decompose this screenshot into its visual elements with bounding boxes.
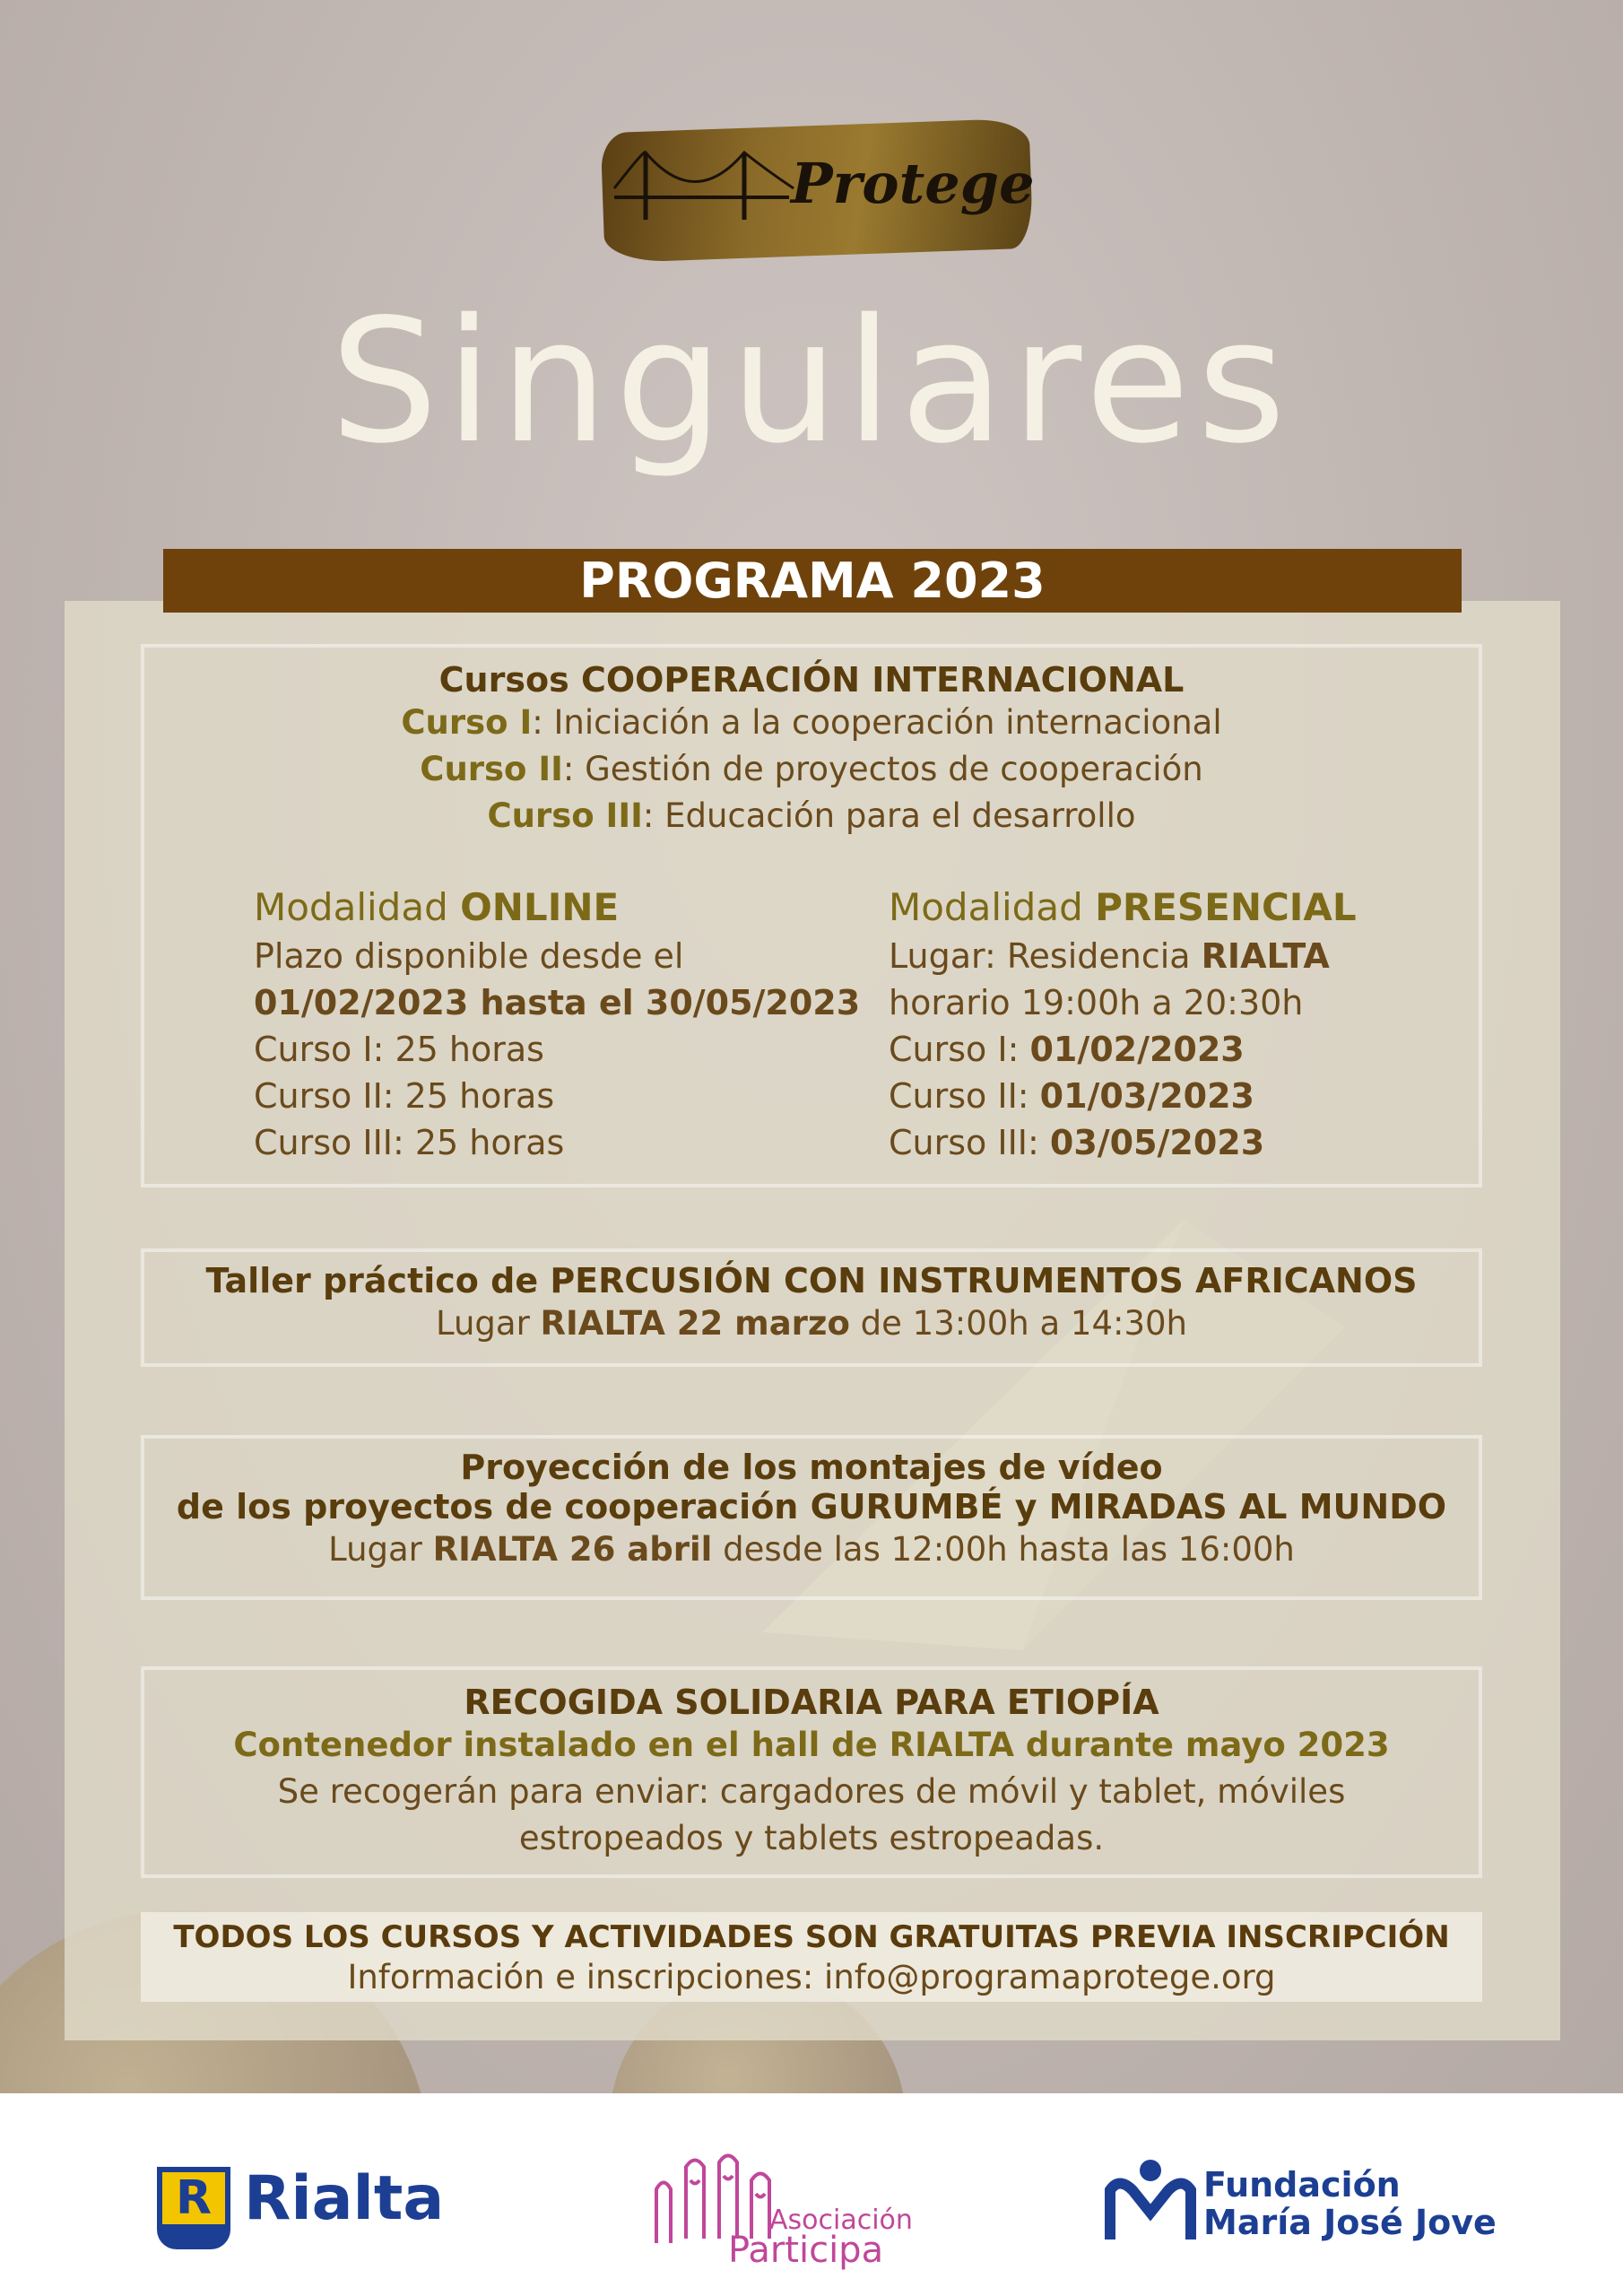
rialta-logo <box>157 2167 230 2248</box>
bridge-icon <box>610 135 807 233</box>
curso-2-line: Curso II: Gestión de proyectos de cooperación <box>420 750 1203 788</box>
participa-name-1: Asociación <box>769 2205 913 2236</box>
recogida-text: Se recogerán para enviar: cargadores de móvil y tablet, móviles <box>277 1772 1346 1811</box>
taller-section <box>141 1248 1482 1367</box>
cooperacion-heading: Cursos COOPERACIÓN INTERNACIONAL <box>438 660 1185 700</box>
curso-3-line: Curso III: Educación para el desarrollo <box>487 796 1136 835</box>
presencial-column <box>889 883 1357 1166</box>
recogida-sub: Contenedor instalado en el hall de RIALTA durante mayo 2023 <box>233 1726 1390 1764</box>
gratuitas-info: Información e inscripciones: info@programaprotege.org <box>347 1958 1276 1996</box>
fundacion-mj-icon <box>1101 2154 1200 2244</box>
cooperacion-section <box>141 644 1482 1187</box>
online-plazo: Plazo disponible desde el <box>254 936 684 976</box>
online-item: Curso I: 25 horas <box>254 1030 544 1069</box>
rialta-name: Rialta <box>244 2163 445 2234</box>
taller-heading: Taller práctico de PERCUSIÓN CON INSTRUMENTOS AFRICANOS <box>205 1261 1418 1300</box>
online-heading: Modalidad ONLINE <box>254 885 620 929</box>
online-column <box>254 883 860 1166</box>
proyeccion-lugar: Lugar RIALTA 26 abril desde las 12:00h hasta las 16:00h <box>328 1530 1295 1569</box>
proyeccion-heading-1: Proyección de los montajes de vídeo <box>460 1448 1163 1487</box>
logo-protege: Protege <box>791 151 1035 216</box>
presencial-item: Curso III: 03/05/2023 <box>889 1123 1265 1162</box>
recogida-section <box>141 1666 1482 1878</box>
online-item: Curso II: 25 horas <box>254 1076 555 1116</box>
participa-name-2: Participa <box>728 2230 884 2271</box>
footer <box>0 2093 1623 2296</box>
presencial-item: Curso I: 01/02/2023 <box>889 1030 1245 1069</box>
gratuitas-heading: TODOS LOS CURSOS Y ACTIVIDADES SON GRATUITAS PREVIA INSCRIPCIÓN <box>173 1919 1450 1955</box>
presencial-item: Curso II: 01/03/2023 <box>889 1076 1254 1116</box>
proyeccion-heading-2: de los proyectos de cooperación GURUMBÉ y MIRADAS AL MUNDO <box>176 1487 1447 1526</box>
recogida-heading: RECOGIDA SOLIDARIA PARA ETIOPÍA <box>464 1683 1159 1722</box>
page-title: Singulares <box>330 283 1293 481</box>
fundacion-name-2: María José Jove <box>1203 2203 1497 2242</box>
presencial-horario: horario 19:00h a 20:30h <box>889 983 1304 1022</box>
recogida-text: estropeados y tablets estropeadas. <box>518 1819 1105 1857</box>
rialta-emblem: R <box>157 2167 230 2230</box>
gratuitas-section <box>141 1912 1482 2002</box>
online-fechas: 01/02/2023 hasta el 30/05/2023 <box>254 983 861 1022</box>
online-item: Curso III: 25 horas <box>254 1123 565 1162</box>
program-bar: PROGRAMA 2023 <box>163 549 1462 613</box>
presencial-heading: Modalidad PRESENCIAL <box>889 885 1357 929</box>
proyeccion-section <box>141 1435 1482 1600</box>
taller-lugar: Lugar RIALTA 22 marzo de 13:00h a 14:30h <box>436 1304 1187 1343</box>
presencial-lugar: Lugar: Residencia RIALTA <box>889 936 1330 976</box>
fundacion-name-1: Fundación <box>1203 2165 1401 2205</box>
curso-1-line: Curso I: Iniciación a la cooperación internacional <box>401 703 1222 742</box>
